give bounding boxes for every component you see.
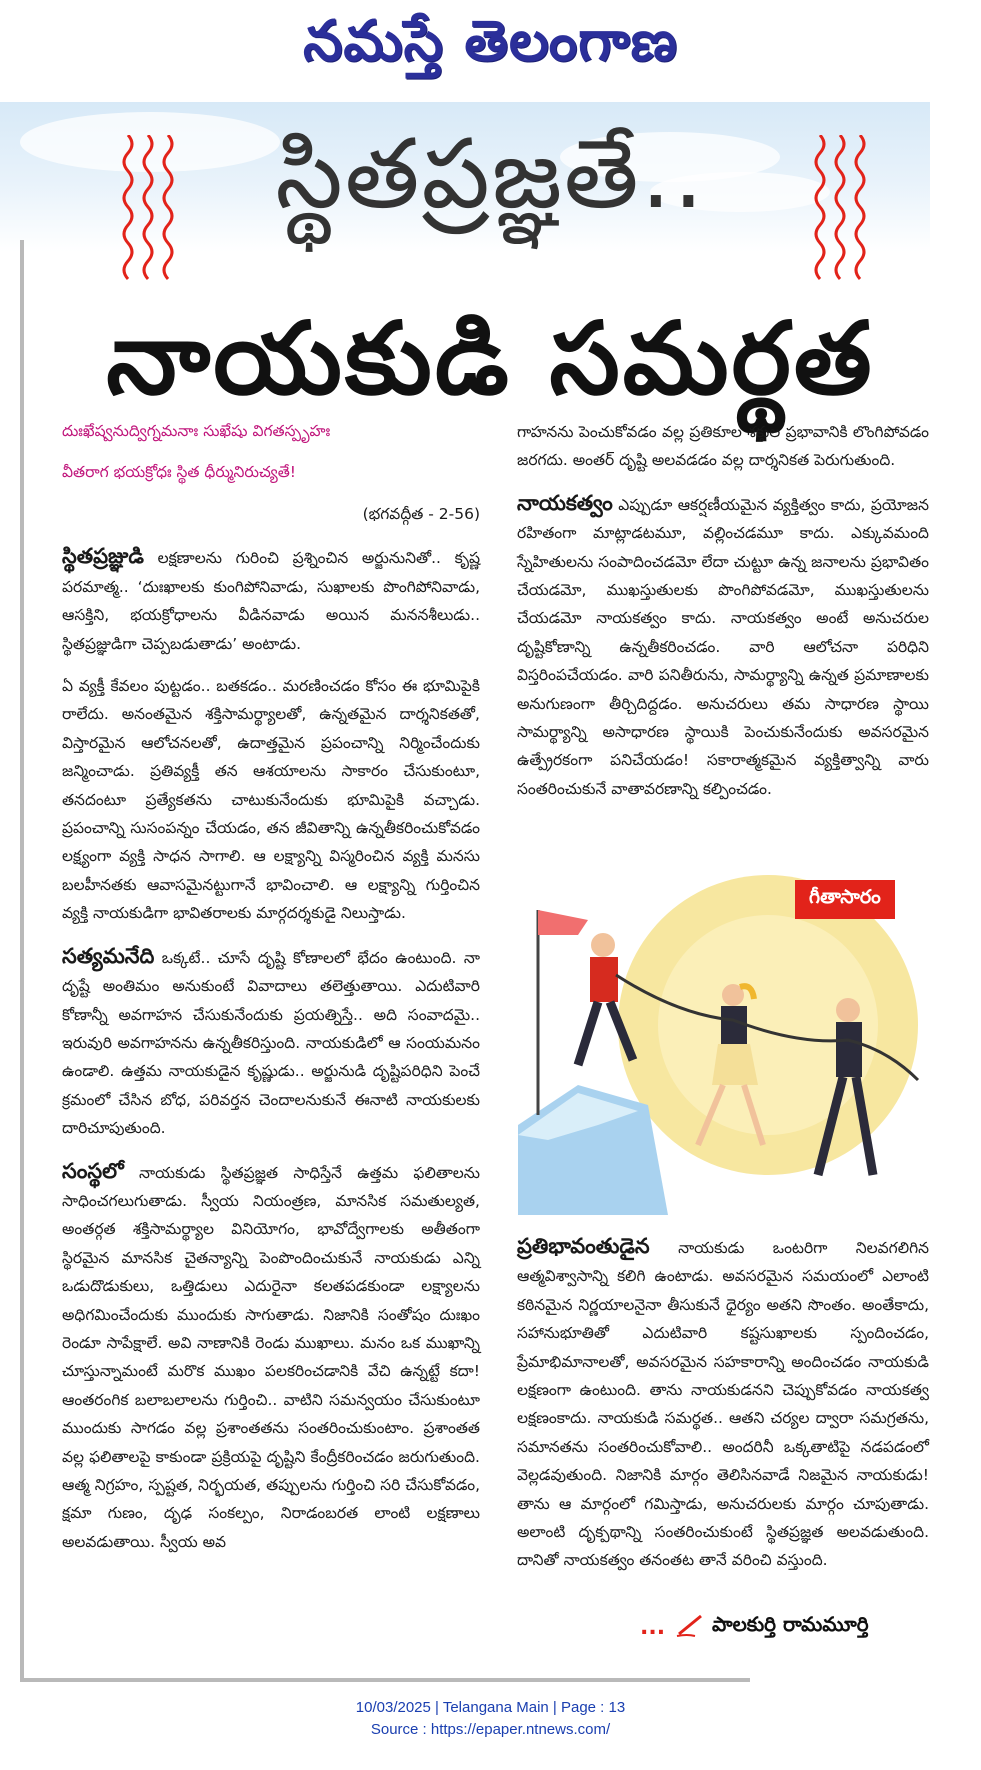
paragraph: [517, 1232, 929, 1575]
right-column-bottom: [517, 1232, 929, 1589]
pen-icon: [675, 1612, 707, 1638]
leadership-illustration: [518, 875, 930, 1215]
paragraph-text: నాయకుడు ఒంటరిగా నిలవగలిగిన ఆత్మవిశ్వాసాన్ని కలిగి ఉంటాడు. అవసరమైన సమయంలో ఎలాంటి కఠినమైన నిర్ణయాలనైనా తీసుకునే ధైర్యం అతని సొంతం. అంతేకాదు, సహానుభూతితో ఎదుటివారి కష్టసుఖాలకు స్పందించడం, ప్రేమాభిమానాలతో, అవసరమైన సహకారాన్ని అందించడం నాయకుడి లక్షణంగా ఉంటుంది. తాను నాయకుడనని చెప్పుకోవడం నాయకత్వ లక్షణంకాదు. నాయకుడి సమర్థత.. ఆతని చర్యల ద్వారా సమగ్రతను, సమానతను సంతరించుకోవాలి.. అందరినీ ఒక్కతాటిపై నడపడంలో వెల్లడవుతుంది. నిజానికి మార్గం తెలిసినవాడే నిజమైన నాయకుడు! తాను ఆ మార్గంలో గమిస్తాడు, అనుచరులకు మార్గం చూపుతాడు. అలాంటి దృక్పథాన్ని సంతరించుకుంటే స్థితప్రజ్ఞత అలవడుతుంది. దానితో నాయకత్వం తనంతట తానే వరించి వస్తుంది.: [517, 1239, 929, 1570]
page-footer: [0, 1697, 981, 1741]
newspaper-masthead: నమస్తే తెలంగాణ: [303, 8, 678, 74]
paragraph-lead: ప్రతిభావంతుడైన: [517, 1234, 650, 1258]
paragraph-lead: నాయకత్వం: [517, 490, 613, 515]
paragraph: [517, 489, 929, 803]
paragraph-text: లక్షణాలను గురించి ప్రశ్నించిన అర్జునునితో.. కృష్ణ పరమాత్మ.. ‘దుఃఖాలకు కుంగిపోనివాడు, సుఖాలకు పొంగిపోనివాడు, ఆసక్తిని, భయక్రోధాలను వీడినవాడు అయిన మననశీలుడు.. స్థితప్రజ్ఞుడిగా చెప్పబడుతాడు’ అంటాడు.: [62, 549, 480, 653]
verse-line2: వీతరాగ భయక్రోధః స్థిత ధీర్మునిరుచ్యతే!: [62, 463, 296, 481]
paragraph: [62, 1157, 480, 1557]
headline-line2: నాయకుడి సమర్థత: [106, 300, 875, 417]
left-column: [62, 418, 480, 1570]
paragraph-text: నాయకుడు స్థితప్రజ్ఞత సాధిస్తేనే ఉత్తమ ఫలితాలను సాధించగలుగుతాడు. స్వీయ నియంత్రణ, మానసిక సమతుల్యత, అంతర్గత శక్తిసామర్థ్యాల వినియోగం, భావోద్వేగాలకు అతీతంగా స్థిరమైన మానసిక చైతన్యాన్ని పెంపొందించుకునే నాయకుడు ఎన్ని ఒడుదొడుకులు, ఒత్తిడులు ఎదురైనా కలతపడకుండా లక్ష్యాలను అధిగమించేందుకు ముందుకు సాగుతాడు. నిజానికి సంతోషం దుఃఖం రెండూ సాపేక్షాలే. అవి నాణానికి రెండు ముఖాలు. మనం ఒక ముఖాన్ని చూస్తున్నామంటే మరొక ముఖం పలకరించడానికి వేచి ఉన్నట్టే కదా! ఆంతరంగిక బలాబలాలను గుర్తించి.. వాటిని సమన్వయం చేసుకుంటూ ముందుకు సాగడం వల్ల ప్రశాంతతను సంతరించుకుంటాం. ప్రశాంతత వల్ల ఫలితాలపై కాకుండా ప్రక్రియపై దృష్టిని కేంద్రీకరించడం జరుగుతుంది. ఆత్మ నిగ్రహం, స్పష్టత, నిర్భయత, తప్పులను గుర్తించి సరి చేసుకోవడం, క్షమా గుణం, దృఢ సంకల్పం, నిరాడంబరత లాంటి లక్షణాలు అలవడుతాయి. స్వీయ అవ: [62, 1163, 480, 1551]
right-column-top: [517, 418, 929, 817]
paragraph: [62, 942, 480, 1143]
verse-line1: దుఃఖేష్వనుద్విగ్నమనాః సుఖేషు విగతస్పృహః: [62, 422, 331, 440]
author-dots: ...: [640, 1615, 666, 1640]
gitasaram-tag: గీతాసారం: [795, 880, 895, 919]
footer-date-edition: 10/03/2025 | Telangana Main | Page : 13: [355, 1699, 626, 1716]
paragraph: [62, 542, 480, 658]
paragraph: ఏ వ్యక్తీ కేవలం పుట్టడం.. బతకడం.. మరణించడం కోసం ఈ భూమిపైకి రాలేదు. అనంతమైన శక్తిసామర్థ్యాలతో, ఉన్నతమైన దార్శనికతతో, విస్తారమైన ఆలోచనలతో, ఉదాత్తమైన ప్రపంచాన్ని నిర్మించేందుకు జన్మించాడు. ప్రతివ్యక్తీ తన ఆశయాలను సాకారం చేసుకుంటూ, తనదంటూ ప్రత్యేకతను చాటుకునేందుకు భూమిపైకి వచ్చాడు. ప్రపంచాన్ని సుసంపన్నం చేయడం, తన జీవితాన్ని ఉన్నతీకరించుకోవడం లక్ష్యంగా వ్యక్తి సాధన సాగాలి. ఆ లక్ష్యాన్ని విస్మరించిన వ్యక్తి మనసు బలహీనతకు ఆవాసమైనట్టుగానే భావించాలి. ఆ లక్ష్యాన్ని గుర్తించిన వ్యక్తి నాయకుడిగా భావితరాలకు మార్గదర్శకుడై నిలుస్తాడు.: [62, 677, 480, 923]
paragraph: గాహనను పెంచుకోవడం వల్ల ప్రతికూల శక్తుల ప్రభావానికి లొంగిపోవడం జరగదు. అంతర్ దృష్టి అలవడడం వల్ల దార్శనికత పెరుగుతుంది.: [517, 423, 929, 470]
frame-border-left: [20, 240, 24, 1680]
verse-source: (భగవద్గీత - 2-56): [362, 505, 480, 523]
author-name: పాలకుర్తి రామమూర్తి: [712, 1612, 869, 1636]
paragraph-text: ఒక్కటే.. చూసే దృష్టి కోణాలలో భేదం ఉంటుంది. నా దృష్టే అంతిమం అనుకుంటే వివాదాలు తలెత్తుతాయి. ఎదుటివారి కోణాన్నీ అవగాహన చేసుకునేందుకు ప్రయత్నిస్తే.. అది సంవాదమై.. ఇరువురి అవగాహనను ఉన్నతీకరిస్తుంది. నాయకుడిలో ఆ సంయమనం ఉండాలి. ఉత్తమ నాయకుడైన కృష్ణుడు.. అర్జునుడి దృష్టిపరిధిని పెంచే క్రమంలో చేసిన బోధ, పరివర్తన చెందాలనుకునే ఈనాటి నాయకులకు దారిచూపుతుంది.: [62, 948, 480, 1138]
paragraph-lead: స్థితప్రజ్ఞుడి: [62, 544, 144, 569]
paragraph-text: ఎప్పుడూ ఆకర్షణీయమైన వ్యక్తిత్వం కాదు, ప్రయోజన రహితంగా మాట్లాడటమూ, వల్లించడమూ కాదు. ఎక్కువమంది స్నేహితులను సంపాదించడమో లేదా చుట్టూ ఉన్న జనాలను ప్రభావితం చేయడమో, ముఖస్తుతులకు పొంగిపోవడమో, ముఖస్తుతులను చేయడమో నాయకత్వం కాదు. నాయకత్వం అంటే అనుచరుల దృష్టికోణాన్ని ఉన్నతీకరించడం. వారి ఆలోచనా పరిధిని విస్తరింపచేయడం. వారి పనితీరును, సామర్థ్యాన్ని ఉన్నత ప్రమాణాలకు అనుగుణంగా తీర్చిదిద్దడం. అనుచరులు తమ సాధారణ స్థాయి సామర్థ్యాన్ని అసాధారణ స్థాయికి పెంచుకునేందుకు అవసరమైన ఉత్ప్రేరకంగా పనిచేయడం! సకారాత్మకమైన వ్యక్తిత్వాన్ని వారు సంతరించుకునే వాతావరణాన్ని కల్పించడం.: [517, 495, 929, 798]
headline-line1: స్థితప్రజ్ఞతే..: [275, 118, 706, 230]
paragraph-lead: సత్యమనేది: [62, 943, 155, 968]
frame-border-bottom: [20, 1678, 750, 1682]
footer-source: Source : https://epaper.ntnews.com/: [370, 1721, 611, 1738]
paragraph-lead: సంస్థలో: [62, 1158, 124, 1183]
